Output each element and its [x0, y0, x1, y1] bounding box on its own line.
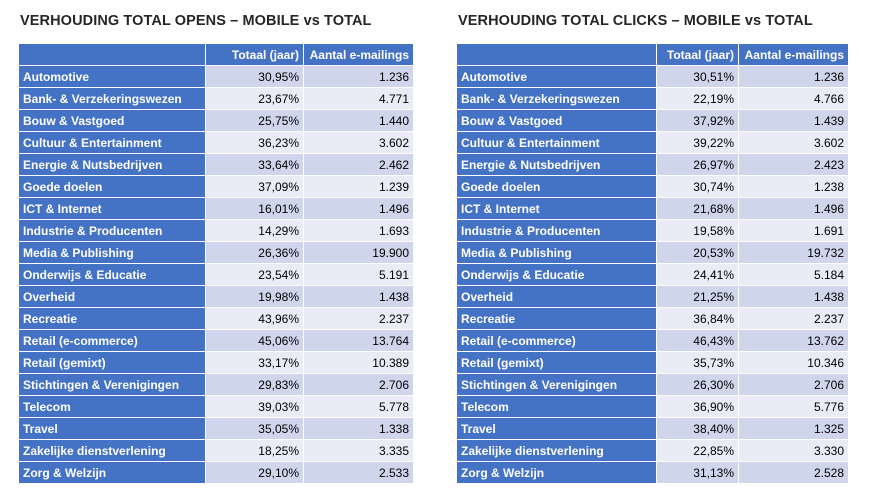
- row-category: Recreatie: [19, 308, 206, 330]
- row-mailings: 19.900: [304, 242, 414, 264]
- row-category: Overheid: [457, 286, 657, 308]
- row-total: 39,22%: [657, 132, 739, 154]
- row-mailings: 13.762: [739, 330, 849, 352]
- table-row: [457, 352, 849, 374]
- row-category: Travel: [19, 418, 206, 440]
- row-mailings: 4.771: [304, 88, 414, 110]
- row-total: 29,10%: [206, 462, 304, 484]
- table-row: [457, 308, 849, 330]
- row-mailings: 3.602: [304, 132, 414, 154]
- row-mailings: 10.389: [304, 352, 414, 374]
- row-mailings: 2.706: [304, 374, 414, 396]
- row-category: Retail (e-commerce): [19, 330, 206, 352]
- table-row: [19, 352, 414, 374]
- row-total: 20,53%: [657, 242, 739, 264]
- table-row: [457, 198, 849, 220]
- row-mailings: 1.691: [739, 220, 849, 242]
- clicks-header-total: Totaal (jaar): [657, 44, 739, 66]
- table-row: [19, 286, 414, 308]
- row-total: 29,83%: [206, 374, 304, 396]
- row-total: 22,19%: [657, 88, 739, 110]
- row-category: Zorg & Welzijn: [19, 462, 206, 484]
- table-row: [19, 330, 414, 352]
- row-total: 19,58%: [657, 220, 739, 242]
- row-total: 43,96%: [206, 308, 304, 330]
- row-category: Media & Publishing: [19, 242, 206, 264]
- row-total: 26,30%: [657, 374, 739, 396]
- row-mailings: 2.237: [304, 308, 414, 330]
- row-category: Zorg & Welzijn: [457, 462, 657, 484]
- table-row: [457, 110, 849, 132]
- row-mailings: 2.462: [304, 154, 414, 176]
- row-total: 36,90%: [657, 396, 739, 418]
- opens-header-corner: [19, 44, 206, 66]
- row-mailings: 1.238: [739, 176, 849, 198]
- row-total: 36,23%: [206, 132, 304, 154]
- table-row: [19, 374, 414, 396]
- clicks-table: [456, 43, 849, 484]
- row-category: Bank- & Verzekeringswezen: [457, 88, 657, 110]
- row-mailings: 4.766: [739, 88, 849, 110]
- row-mailings: 1.439: [739, 110, 849, 132]
- table-row: [19, 132, 414, 154]
- row-category: ICT & Internet: [19, 198, 206, 220]
- row-total: 26,36%: [206, 242, 304, 264]
- row-category: Onderwijs & Educatie: [19, 264, 206, 286]
- row-mailings: 1.438: [739, 286, 849, 308]
- row-mailings: 5.191: [304, 264, 414, 286]
- table-row: [19, 110, 414, 132]
- row-total: 19,98%: [206, 286, 304, 308]
- row-total: 14,29%: [206, 220, 304, 242]
- row-mailings: 1.236: [739, 66, 849, 88]
- table-row: [457, 264, 849, 286]
- table-row: [457, 374, 849, 396]
- row-category: Bouw & Vastgoed: [457, 110, 657, 132]
- row-total: 38,40%: [657, 418, 739, 440]
- table-row: [457, 88, 849, 110]
- clicks-header-row: [457, 44, 849, 66]
- table-row: [19, 242, 414, 264]
- table-row: [457, 440, 849, 462]
- row-mailings: 3.335: [304, 440, 414, 462]
- table-row: [19, 88, 414, 110]
- row-category: Retail (e-commerce): [457, 330, 657, 352]
- table-row: [457, 396, 849, 418]
- opens-table-title: VERHOUDING TOTAL OPENS – MOBILE vs TOTAL: [20, 13, 372, 29]
- row-mailings: 1.496: [304, 198, 414, 220]
- table-row: [19, 308, 414, 330]
- row-total: 45,06%: [206, 330, 304, 352]
- row-mailings: 13.764: [304, 330, 414, 352]
- row-category: Retail (gemixt): [457, 352, 657, 374]
- row-mailings: 1.338: [304, 418, 414, 440]
- row-total: 30,74%: [657, 176, 739, 198]
- opens-table: [18, 43, 414, 484]
- row-total: 22,85%: [657, 440, 739, 462]
- row-total: 46,43%: [657, 330, 739, 352]
- clicks-header-mailings: Aantal e-mailings: [739, 44, 849, 66]
- row-total: 39,03%: [206, 396, 304, 418]
- row-total: 23,67%: [206, 88, 304, 110]
- row-mailings: 2.706: [739, 374, 849, 396]
- table-row: [457, 418, 849, 440]
- row-mailings: 2.237: [739, 308, 849, 330]
- row-total: 33,17%: [206, 352, 304, 374]
- row-total: 35,05%: [206, 418, 304, 440]
- row-mailings: 5.776: [739, 396, 849, 418]
- table-row: [19, 154, 414, 176]
- row-category: Overheid: [19, 286, 206, 308]
- row-mailings: 2.423: [739, 154, 849, 176]
- row-category: Automotive: [457, 66, 657, 88]
- table-row: [19, 198, 414, 220]
- row-mailings: 1.236: [304, 66, 414, 88]
- row-category: Zakelijke dienstverlening: [457, 440, 657, 462]
- row-total: 18,25%: [206, 440, 304, 462]
- row-mailings: 1.496: [739, 198, 849, 220]
- row-mailings: 1.325: [739, 418, 849, 440]
- table-row: [457, 242, 849, 264]
- row-category: Telecom: [19, 396, 206, 418]
- table-row: [457, 462, 849, 484]
- table-row: [19, 396, 414, 418]
- row-total: 24,41%: [657, 264, 739, 286]
- table-row: [457, 330, 849, 352]
- row-category: ICT & Internet: [457, 198, 657, 220]
- table-row: [457, 132, 849, 154]
- row-mailings: 19.732: [739, 242, 849, 264]
- row-category: Energie & Nutsbedrijven: [19, 154, 206, 176]
- row-mailings: 2.528: [739, 462, 849, 484]
- row-total: 23,54%: [206, 264, 304, 286]
- clicks-header-corner: [457, 44, 657, 66]
- table-row: [19, 66, 414, 88]
- row-mailings: 1.440: [304, 110, 414, 132]
- row-category: Recreatie: [457, 308, 657, 330]
- row-category: Stichtingen & Verenigingen: [19, 374, 206, 396]
- row-category: Zakelijke dienstverlening: [19, 440, 206, 462]
- table-row: [19, 220, 414, 242]
- row-mailings: 1.693: [304, 220, 414, 242]
- row-category: Automotive: [19, 66, 206, 88]
- table-row: [19, 418, 414, 440]
- table-row: [19, 462, 414, 484]
- row-total: 37,09%: [206, 176, 304, 198]
- row-mailings: 5.778: [304, 396, 414, 418]
- row-mailings: 1.239: [304, 176, 414, 198]
- row-total: 30,51%: [657, 66, 739, 88]
- table-row: [457, 286, 849, 308]
- row-category: Energie & Nutsbedrijven: [457, 154, 657, 176]
- row-category: Bank- & Verzekeringswezen: [19, 88, 206, 110]
- row-mailings: 3.602: [739, 132, 849, 154]
- opens-header-mailings: Aantal e-mailings: [304, 44, 414, 66]
- row-mailings: 2.533: [304, 462, 414, 484]
- row-total: 33,64%: [206, 154, 304, 176]
- row-category: Stichtingen & Verenigingen: [457, 374, 657, 396]
- row-category: Retail (gemixt): [19, 352, 206, 374]
- row-total: 37,92%: [657, 110, 739, 132]
- row-total: 25,75%: [206, 110, 304, 132]
- row-mailings: 3.330: [739, 440, 849, 462]
- row-category: Cultuur & Entertainment: [457, 132, 657, 154]
- table-row: [19, 440, 414, 462]
- row-total: 26,97%: [657, 154, 739, 176]
- row-category: Onderwijs & Educatie: [457, 264, 657, 286]
- table-row: [457, 154, 849, 176]
- table-row: [19, 176, 414, 198]
- row-mailings: 10.346: [739, 352, 849, 374]
- opens-header-total: Totaal (jaar): [206, 44, 304, 66]
- row-category: Telecom: [457, 396, 657, 418]
- row-total: 36,84%: [657, 308, 739, 330]
- row-category: Industrie & Producenten: [457, 220, 657, 242]
- opens-header-row: [19, 44, 414, 66]
- row-total: 16,01%: [206, 198, 304, 220]
- table-row: [19, 264, 414, 286]
- row-total: 21,68%: [657, 198, 739, 220]
- table-row: [457, 176, 849, 198]
- row-category: Goede doelen: [19, 176, 206, 198]
- row-mailings: 5.184: [739, 264, 849, 286]
- row-category: Bouw & Vastgoed: [19, 110, 206, 132]
- table-row: [457, 220, 849, 242]
- row-category: Goede doelen: [457, 176, 657, 198]
- row-category: Industrie & Producenten: [19, 220, 206, 242]
- row-total: 21,25%: [657, 286, 739, 308]
- row-category: Media & Publishing: [457, 242, 657, 264]
- table-row: [457, 66, 849, 88]
- row-total: 35,73%: [657, 352, 739, 374]
- row-total: 31,13%: [657, 462, 739, 484]
- row-category: Travel: [457, 418, 657, 440]
- clicks-table-title: VERHOUDING TOTAL CLICKS – MOBILE vs TOTAL: [458, 13, 813, 29]
- row-category: Cultuur & Entertainment: [19, 132, 206, 154]
- row-total: 30,95%: [206, 66, 304, 88]
- row-mailings: 1.438: [304, 286, 414, 308]
